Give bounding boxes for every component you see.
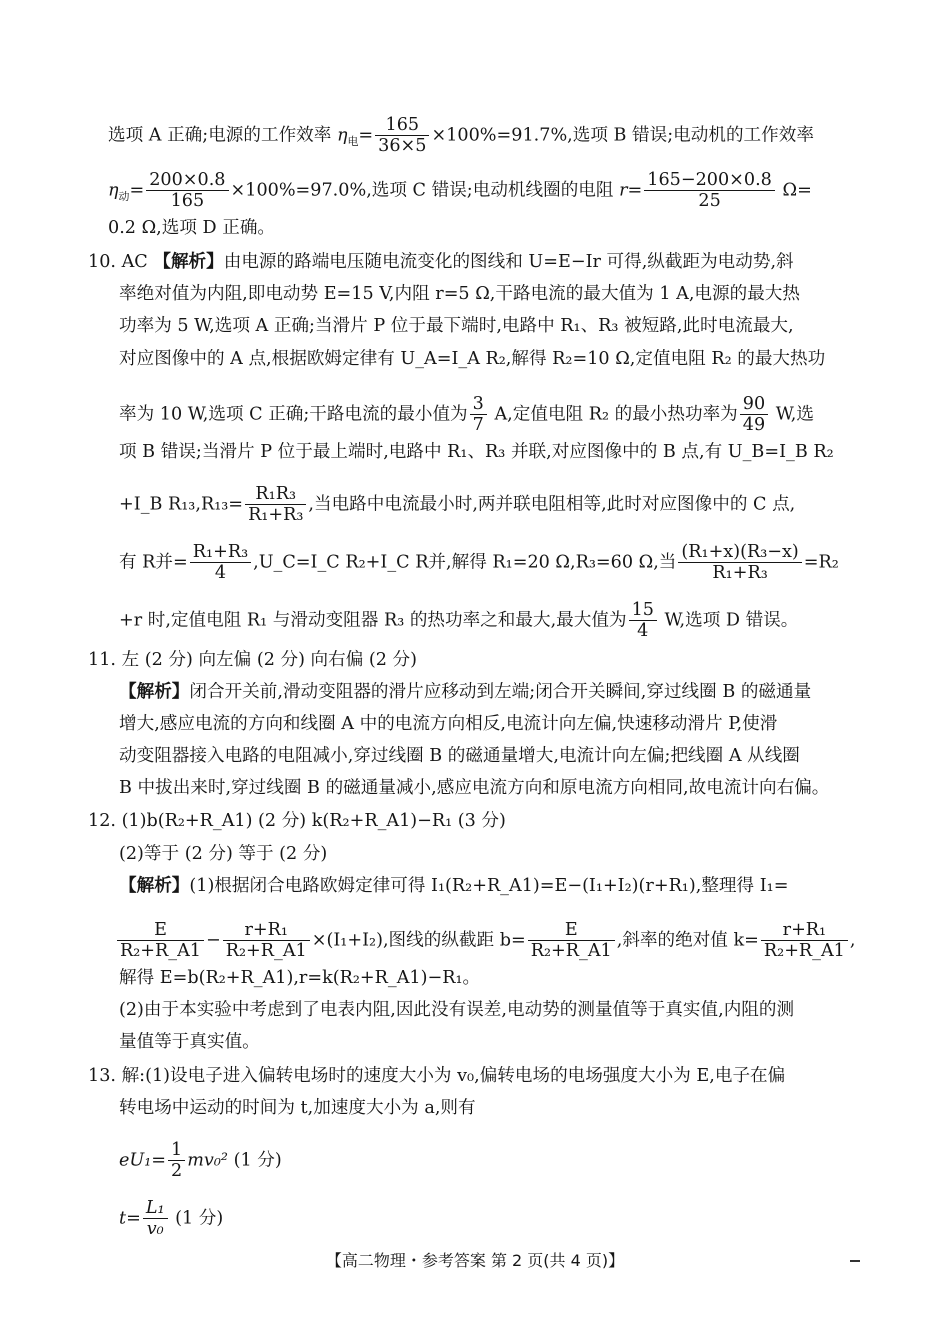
denominator: 4 xyxy=(214,563,227,583)
numerator: R₁R₃ xyxy=(245,484,306,505)
fraction xyxy=(678,542,801,583)
equals: = xyxy=(129,180,145,201)
fraction xyxy=(375,115,429,156)
denominator: 165 xyxy=(170,191,205,211)
page-footer: 【高二物理・参考答案 第 2 页(共 4 页)】 xyxy=(325,1251,625,1270)
fraction xyxy=(629,600,657,641)
score: (1 分) xyxy=(169,1208,224,1229)
fraction xyxy=(168,1140,185,1181)
sec10-line6: 项 B 错误;当滑片 P 位于最上端时,电路中 R₁、R₃ 并联,对应图像中的 B 点,有 U_B=I_B R₂ xyxy=(119,442,834,462)
sec10-line8 xyxy=(119,542,839,583)
text: ,当电路中电流最小时,两并联电阻相等,此时对应图像中的 C 点, xyxy=(308,494,796,515)
sec10-line2: 率绝对值为内阻,即电动势 E=15 V,内阻 r=5 Ω,干路电流的最大值为 1 A,电源的最大热 xyxy=(119,284,800,304)
text: mv₀² xyxy=(187,1150,228,1171)
fraction xyxy=(470,394,487,435)
fraction xyxy=(528,920,615,961)
text: ×100%=91.7%,选项 B 错误;电动机的工作效率 xyxy=(431,125,814,146)
eta-symbol: η xyxy=(108,180,119,201)
sec13-eq2 xyxy=(119,1198,223,1239)
sec12-line6: (2)由于本实验中考虑到了电表内阻,因此没有误差,电动势的测量值等于真实值,内阻的测 xyxy=(119,1000,795,1020)
fraction xyxy=(117,920,204,961)
denominator: 2 xyxy=(171,1161,183,1181)
numerator: R₁+R₃ xyxy=(190,542,251,563)
analysis-tag: 【解析】 xyxy=(153,251,224,272)
sec11-line1: 11. 左 (2 分) 向左偏 (2 分) 向右偏 (2 分) xyxy=(88,650,418,670)
sec9-line1 xyxy=(108,115,814,156)
sec10-line4: 对应图像中的 A 点,根据欧姆定律有 U_A=I_A R₂,解得 R₂=10 Ω,定值电阻 R₂ 的最大热功 xyxy=(119,349,826,369)
denominator: 49 xyxy=(742,415,766,435)
sec12-line2: (2)等于 (2 分) 等于 (2 分) xyxy=(119,844,328,864)
sec13-line1: 13. 解:(1)设电子进入偏转电场时的速度大小为 v₀,偏转电场的电场强度大小为 E,电子在偏 xyxy=(88,1066,786,1086)
text: (1)根据闭合电路欧姆定律可得 I₁(R₂+R_A1)=E−(I₁+I₂)(r+R₁),整理得 I₁= xyxy=(189,876,789,896)
denominator: 7 xyxy=(472,415,484,435)
minus: − xyxy=(206,930,221,951)
equals: = xyxy=(627,180,643,201)
numerator: L₁ xyxy=(143,1198,168,1219)
text: Ω= xyxy=(776,180,812,201)
sec10-line3: 功率为 5 W,选项 A 正确;当滑片 P 位于最下端时,电路中 R₁、R₃ 被短路,此时电流最大, xyxy=(119,316,794,336)
denominator: R₂+R_A1 xyxy=(120,941,201,961)
sec9-line2 xyxy=(108,170,812,211)
text: t= xyxy=(119,1208,141,1229)
numerator: r+R₁ xyxy=(761,920,848,941)
denominator: R₂+R_A1 xyxy=(530,941,612,961)
text: +I_B R₁₃,R₁₃= xyxy=(119,494,244,515)
numerator: 1 xyxy=(168,1140,185,1161)
sec12-line1: 12. (1)b(R₂+R_A1) (2 分) k(R₂+R_A1)−R₁ (3 分) xyxy=(88,811,506,831)
sec11-line4: 动变阻器接入电路的电阻减小,穿过线圈 B 的磁通量增大,电流计向左偏;把线圈 A 从线圈 xyxy=(119,746,800,766)
fraction xyxy=(644,170,775,211)
denominator: R₂+R_A1 xyxy=(225,941,307,961)
text: ×100%=97.0%,选项 C 错误;电动机线圈的电阻 xyxy=(230,180,620,201)
sec12-line4 xyxy=(115,920,855,961)
numerator: 165 xyxy=(375,115,429,136)
text: ,斜率的绝对值 k= xyxy=(616,930,759,951)
fraction xyxy=(146,170,228,211)
text: 闭合开关前,滑动变阻器的滑片应移动到左端;闭合开关瞬间,穿过线圈 B 的磁通量 xyxy=(189,682,812,702)
eta-sub: 动 xyxy=(118,190,130,204)
numerator: 3 xyxy=(470,394,487,415)
sec13-line2: 转电场中运动的时间为 t,加速度大小为 a,则有 xyxy=(119,1098,476,1118)
denominator: 4 xyxy=(637,621,649,641)
text: eU₁= xyxy=(119,1150,167,1171)
sec11-line2 xyxy=(119,680,811,704)
sec10-line7 xyxy=(119,484,795,525)
text: =R₂ xyxy=(803,552,839,573)
sec12-line3 xyxy=(119,874,788,898)
text: ×(I₁+I₂),图线的纵截距 b= xyxy=(311,930,526,951)
text: W,选 xyxy=(770,404,814,425)
score: (1 分) xyxy=(227,1150,282,1171)
denominator: v₀ xyxy=(146,1219,164,1239)
question-number: 10. AC xyxy=(88,252,154,272)
text: 选项 A 正确;电源的工作效率 xyxy=(108,125,337,146)
numerator: E xyxy=(528,920,615,941)
corner-mark xyxy=(850,1256,860,1262)
fraction xyxy=(245,484,306,525)
analysis-tag: 【解析】 xyxy=(119,681,190,702)
sec12-line5: 解得 E=b(R₂+R_A1),r=k(R₂+R_A1)−R₁。 xyxy=(119,968,481,988)
denominator: 36×5 xyxy=(378,136,427,156)
fraction xyxy=(223,920,310,961)
analysis-tag: 【解析】 xyxy=(119,875,190,896)
sec10-line9 xyxy=(119,600,798,641)
fraction xyxy=(190,542,251,583)
numerator: 15 xyxy=(629,600,657,621)
denominator: R₁+R₃ xyxy=(712,563,768,583)
sec11-line5: B 中拔出来时,穿过线圈 B 的磁通量减小,感应电流方向和原电流方向相同,故电流计向右偏。 xyxy=(119,778,830,798)
sec11-line3: 增大,感应电流的方向和线圈 A 中的电流方向相反,电流计向左偏,快速移动滑片 P,使滑 xyxy=(119,714,778,734)
numerator: 200×0.8 xyxy=(146,170,228,191)
sec10-line1 xyxy=(88,250,794,274)
numerator: (R₁+x)(R₃−x) xyxy=(678,542,801,563)
eta-sub: 电 xyxy=(347,135,359,149)
text: W,选项 D 错误。 xyxy=(658,610,799,631)
text: ,U_C=I_C R₂+I_C R并,解得 R₁=20 Ω,R₃=60 Ω,当 xyxy=(253,552,677,573)
text: 由电源的路端电压随电流变化的图线和 U=E−Ir 可得,纵截距为电动势,斜 xyxy=(223,252,794,272)
text: A,定值电阻 R₂ 的最小热功率为 xyxy=(488,404,738,425)
fraction xyxy=(761,920,848,961)
numerator: 165−200×0.8 xyxy=(644,170,775,191)
text: 率为 10 W,选项 C 正确;干路电流的最小值为 xyxy=(119,404,468,425)
r-symbol: r xyxy=(619,180,628,201)
text: 有 R并= xyxy=(119,552,188,573)
denominator: R₁+R₃ xyxy=(248,505,304,525)
sec9-line3: 0.2 Ω,选项 D 正确。 xyxy=(108,218,276,238)
numerator: E xyxy=(117,920,204,941)
fraction xyxy=(740,394,768,435)
sec13-eq1 xyxy=(119,1140,282,1181)
sec10-line5 xyxy=(119,394,814,435)
denominator: 25 xyxy=(698,191,721,211)
equals: = xyxy=(358,125,374,146)
eta-symbol: η xyxy=(336,125,348,146)
numerator: 90 xyxy=(740,394,768,415)
fraction xyxy=(143,1198,168,1239)
numerator: r+R₁ xyxy=(223,920,310,941)
sec12-line7: 量值等于真实值。 xyxy=(119,1032,260,1052)
comma: , xyxy=(849,930,856,951)
denominator: R₂+R_A1 xyxy=(763,941,845,961)
text: +r 时,定值电阻 R₁ 与滑动变阻器 R₃ 的热功率之和最大,最大值为 xyxy=(119,610,627,631)
